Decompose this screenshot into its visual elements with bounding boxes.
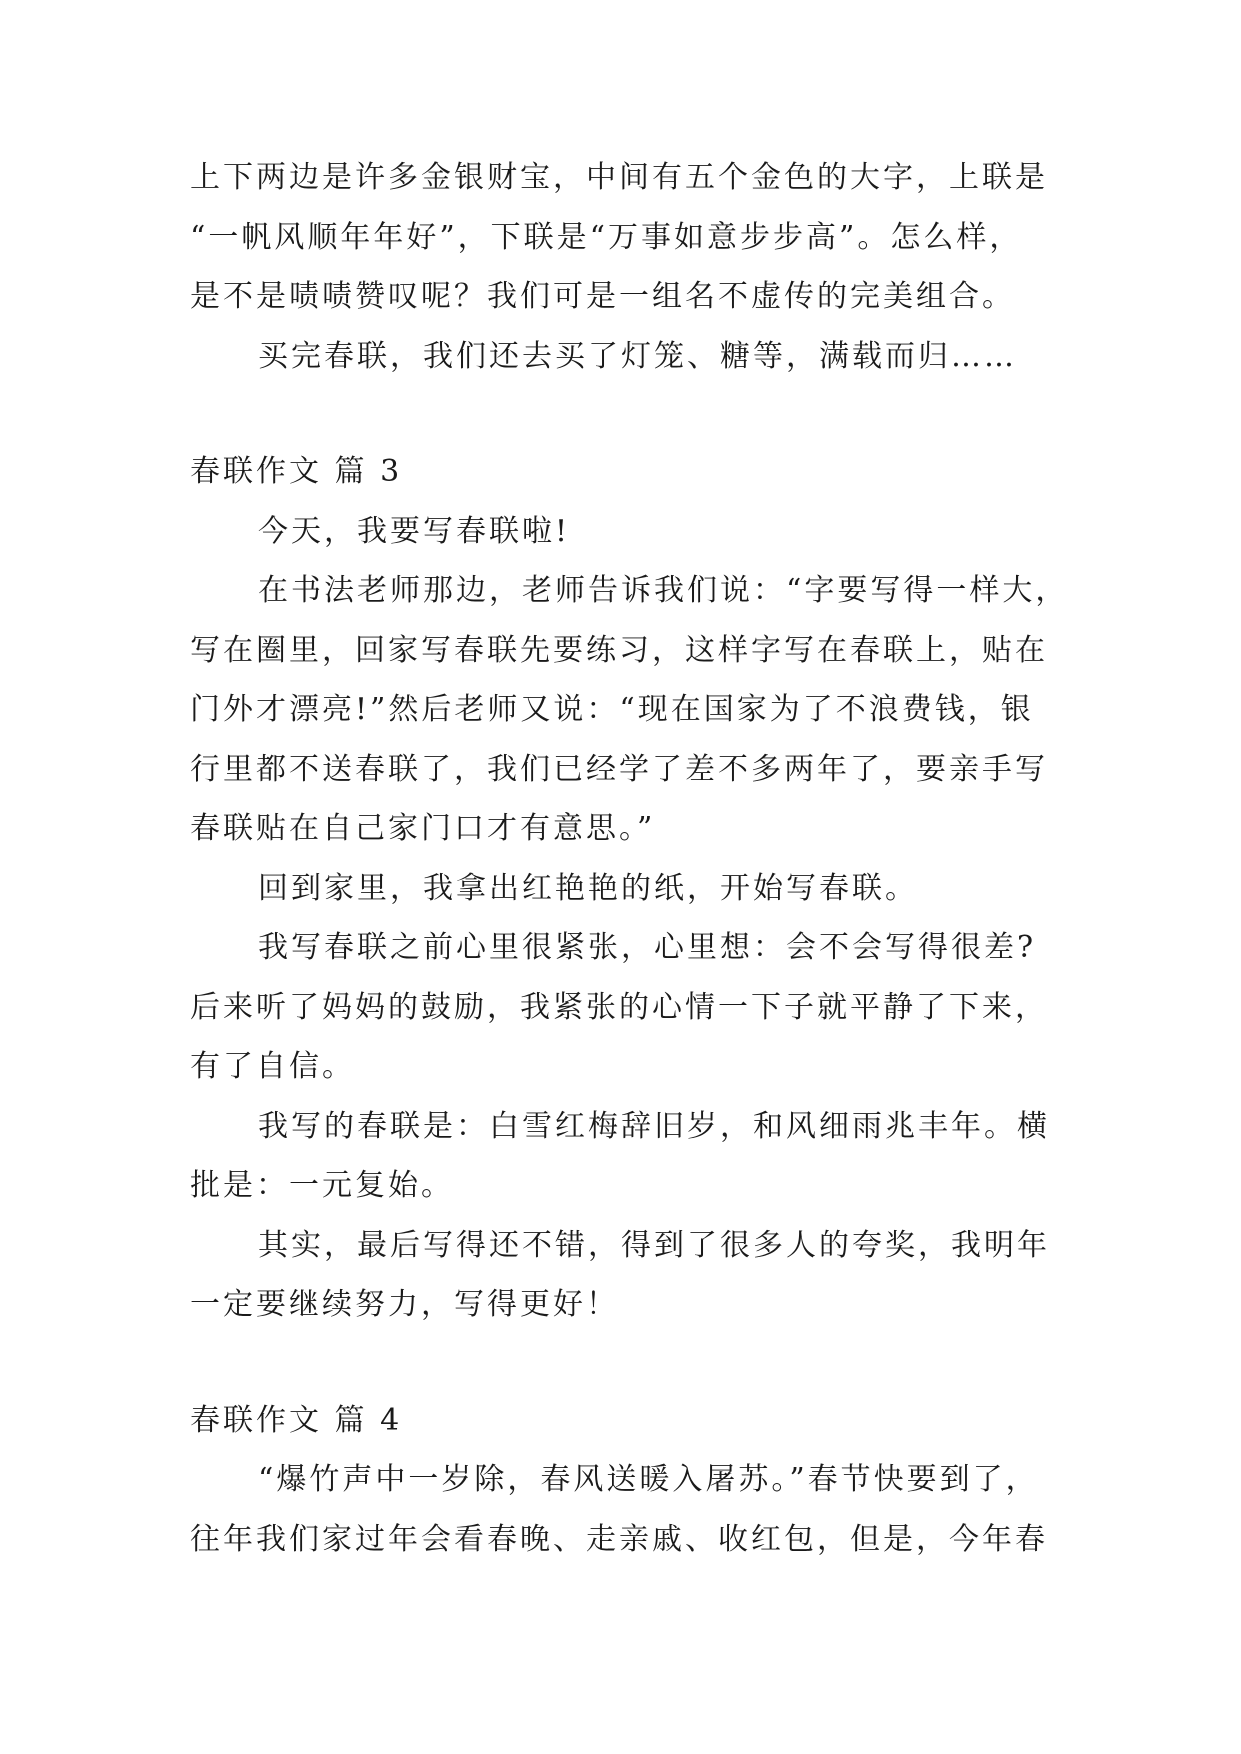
section-spacer — [190, 398, 1060, 454]
paragraph-line: 是不是啧啧赞叹呢？我们可是一组名不虚传的完美组合。 — [190, 279, 1015, 314]
paragraph-line: 今天，我要写春联啦! — [258, 513, 571, 549]
paragraph-line: “一帆风顺年年好”，下联是“万事如意步步高”。怎么样， — [190, 219, 1023, 255]
section-heading-3: 春联作文 篇 3 — [190, 454, 403, 489]
paragraph-line: 上下两边是许多金银财宝，中间有五个金色的大字，上联是 — [190, 160, 1048, 195]
paragraph-line: “爆竹声中一岁除，春风送暖入屠苏。”春节快要到了， — [258, 1462, 1039, 1497]
paragraph-line: 一定要继续努力，写得更好！ — [190, 1287, 619, 1322]
paragraph-line: 其实，最后写得还不错，得到了很多人的夸奖，我明年 — [258, 1227, 1050, 1263]
paragraph-line: 我写的春联是：白雪红梅辞旧岁，和风细雨兆丰年。横 — [258, 1108, 1050, 1144]
paragraph-line: 春联贴在自己家门口才有意思。” — [190, 811, 656, 846]
paragraph-line: 行里都不送春联了，我们已经学了差不多两年了，要亲手写 — [190, 751, 1048, 787]
section-heading-4: 春联作文 篇 4 — [190, 1402, 403, 1438]
paragraph-line: 在书法老师那边，老师告诉我们说：“字要写得一样大， — [258, 573, 1069, 608]
paragraph-line: 有了自信。 — [190, 1049, 355, 1084]
section-spacer — [190, 1347, 1060, 1403]
paragraph-line: 买完春联，我们还去买了灯笼、糖等，满载而归…… — [258, 338, 1017, 374]
paragraph-line: 门外才漂亮!”然后老师又说：“现在国家为了不浪费钱，银 — [190, 692, 1034, 727]
paragraph-line: 写在圈里，回家写春联先要练习，这样字写在春联上，贴在 — [190, 632, 1048, 668]
paragraph-line: 回到家里，我拿出红艳艳的纸，开始写春联。 — [258, 870, 918, 906]
document-page — [190, 160, 1069, 1581]
paragraph-line: 我写春联之前心里很紧张，心里想：会不会写得很差? — [258, 930, 1037, 965]
paragraph-line: 后来听了妈妈的鼓励，我紧张的心情一下子就平静了下来， — [190, 989, 1048, 1025]
paragraph-line: 往年我们家过年会看春晚、走亲戚、收红包，但是，今年春 — [190, 1521, 1048, 1557]
paragraph-line: 批是：一元复始。 — [190, 1168, 454, 1203]
